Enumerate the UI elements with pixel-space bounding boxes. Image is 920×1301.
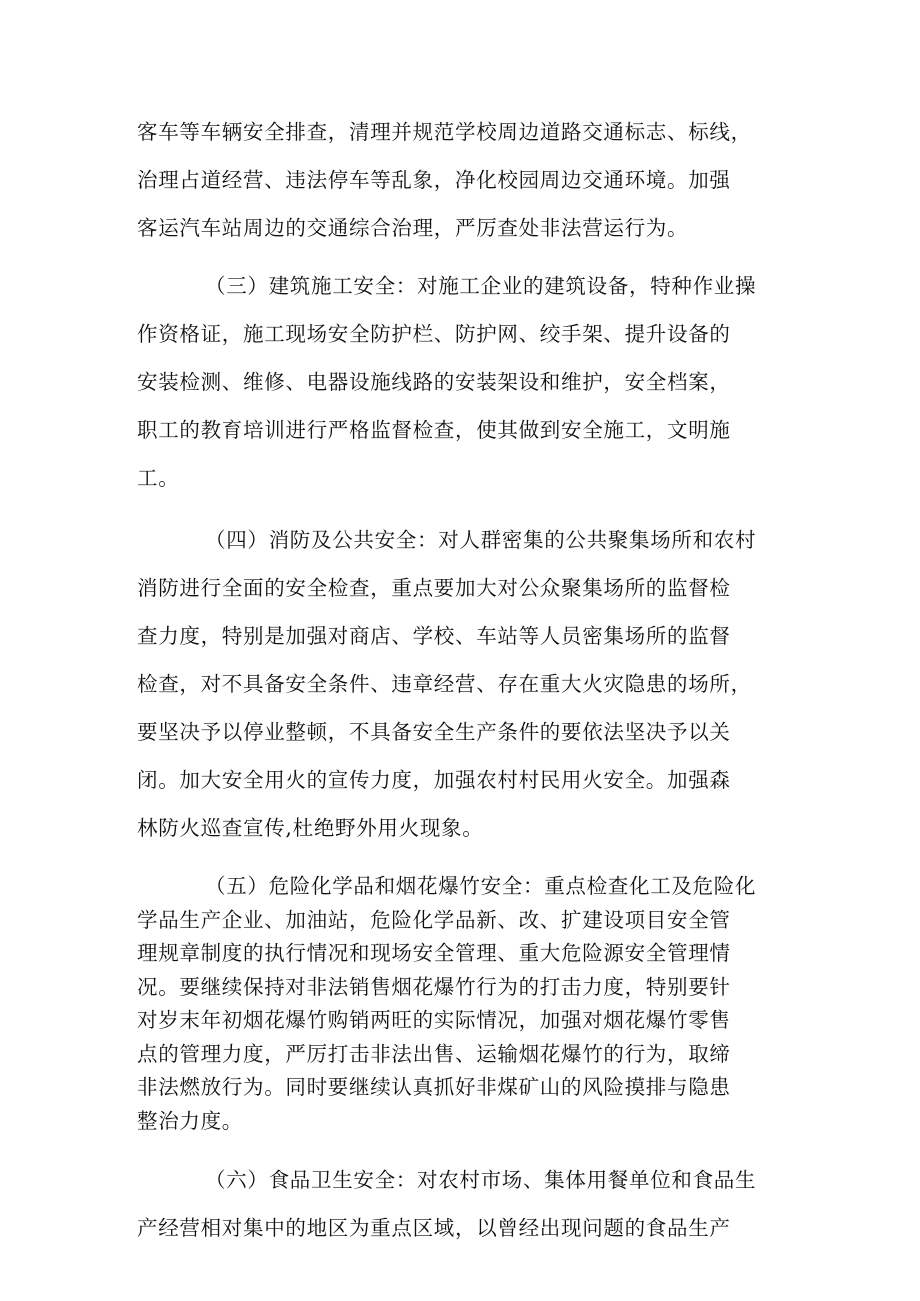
text-line: 学品生产企业、加油站，危险化学品新、改、扩建设项目安全管 (137, 907, 731, 932)
paragraph-food-safety (137, 1156, 797, 1252)
text-line: （六）食品卫生安全：对农村市场、集体用餐单位和食品生 (205, 1168, 757, 1192)
text-line: （五）危险化学品和烟花爆竹安全：重点检查化工及危险化 (205, 874, 757, 898)
text-line: 消防进行全面的安全检查，重点要加大对公众聚集场所的监督检 (137, 576, 731, 600)
text-line: 况。要继续保持对非法销售烟花爆竹行为的打击力度，特别要针 (137, 974, 731, 999)
text-line: （四）消防及公共安全：对人群密集的公共聚集场所和农村 (205, 528, 757, 552)
paragraph-hazardous-chemicals (137, 870, 797, 1138)
text-line: 作资格证，施工现场安全防护栏、防护网、绞手架、提升设备的 (137, 322, 731, 346)
text-line: 查力度，特别是加强对商店、学校、车站等人员密集场所的监督 (137, 624, 731, 648)
text-line: 安装检测、维修、电器设施线路的安装架设和维护，安全档案， (137, 370, 731, 394)
text-line: 客运汽车站周边的交通综合治理，严厉查处非法营运行为。 (137, 216, 689, 240)
text-line: 对岁末年初烟花爆竹购销两旺的实际情况，加强对烟花爆竹零售 (137, 1008, 731, 1032)
text-line: 职工的教育培训进行严格监督检查，使其做到安全施工，文明施 (137, 418, 731, 442)
text-line: 产经营相对集中的地区为重点区域，以曾经出现问题的食品生产 (137, 1216, 731, 1240)
text-line: 要坚决予以停业整顿，不具备安全生产条件的要依法坚决予以关 (137, 720, 731, 744)
text-line: 非法燃放行为。同时要继续认真抓好非煤矿山的风险摸排与隐患 (137, 1075, 731, 1099)
text-line: 理规章制度的执行情况和现场安全管理、重大危险源安全管理情 (137, 941, 731, 965)
paragraph-construction-safety (137, 262, 797, 502)
text-line: 点的管理力度，严厉打击非法出售、运输烟花爆竹的行为，取缔 (137, 1041, 731, 1066)
text-line: 客车等车辆安全排查，清理并规范学校周边道路交通标志、标线， (137, 120, 752, 144)
paragraph-vehicle-safety (137, 108, 797, 252)
document-page (137, 108, 797, 1252)
text-line: 检查，对不具备安全条件、违章经营、存在重大火灾隐患的场所， (137, 672, 752, 696)
text-line: （三）建筑施工安全：对施工企业的建筑设备，特种作业操 (205, 274, 757, 298)
text-line: 林防火巡查宣传,杜绝野外用火现象。 (137, 816, 484, 840)
paragraph-fire-public-safety (137, 516, 797, 852)
text-line: 治理占道经营、违法停车等乱象，净化校园周边交通环境。加强 (137, 168, 731, 192)
text-line: 整治力度。 (137, 1108, 243, 1133)
text-line: 闭。加大安全用火的宣传力度，加强农村村民用火安全。加强森 (137, 768, 731, 792)
text-line: 工。 (137, 466, 180, 490)
